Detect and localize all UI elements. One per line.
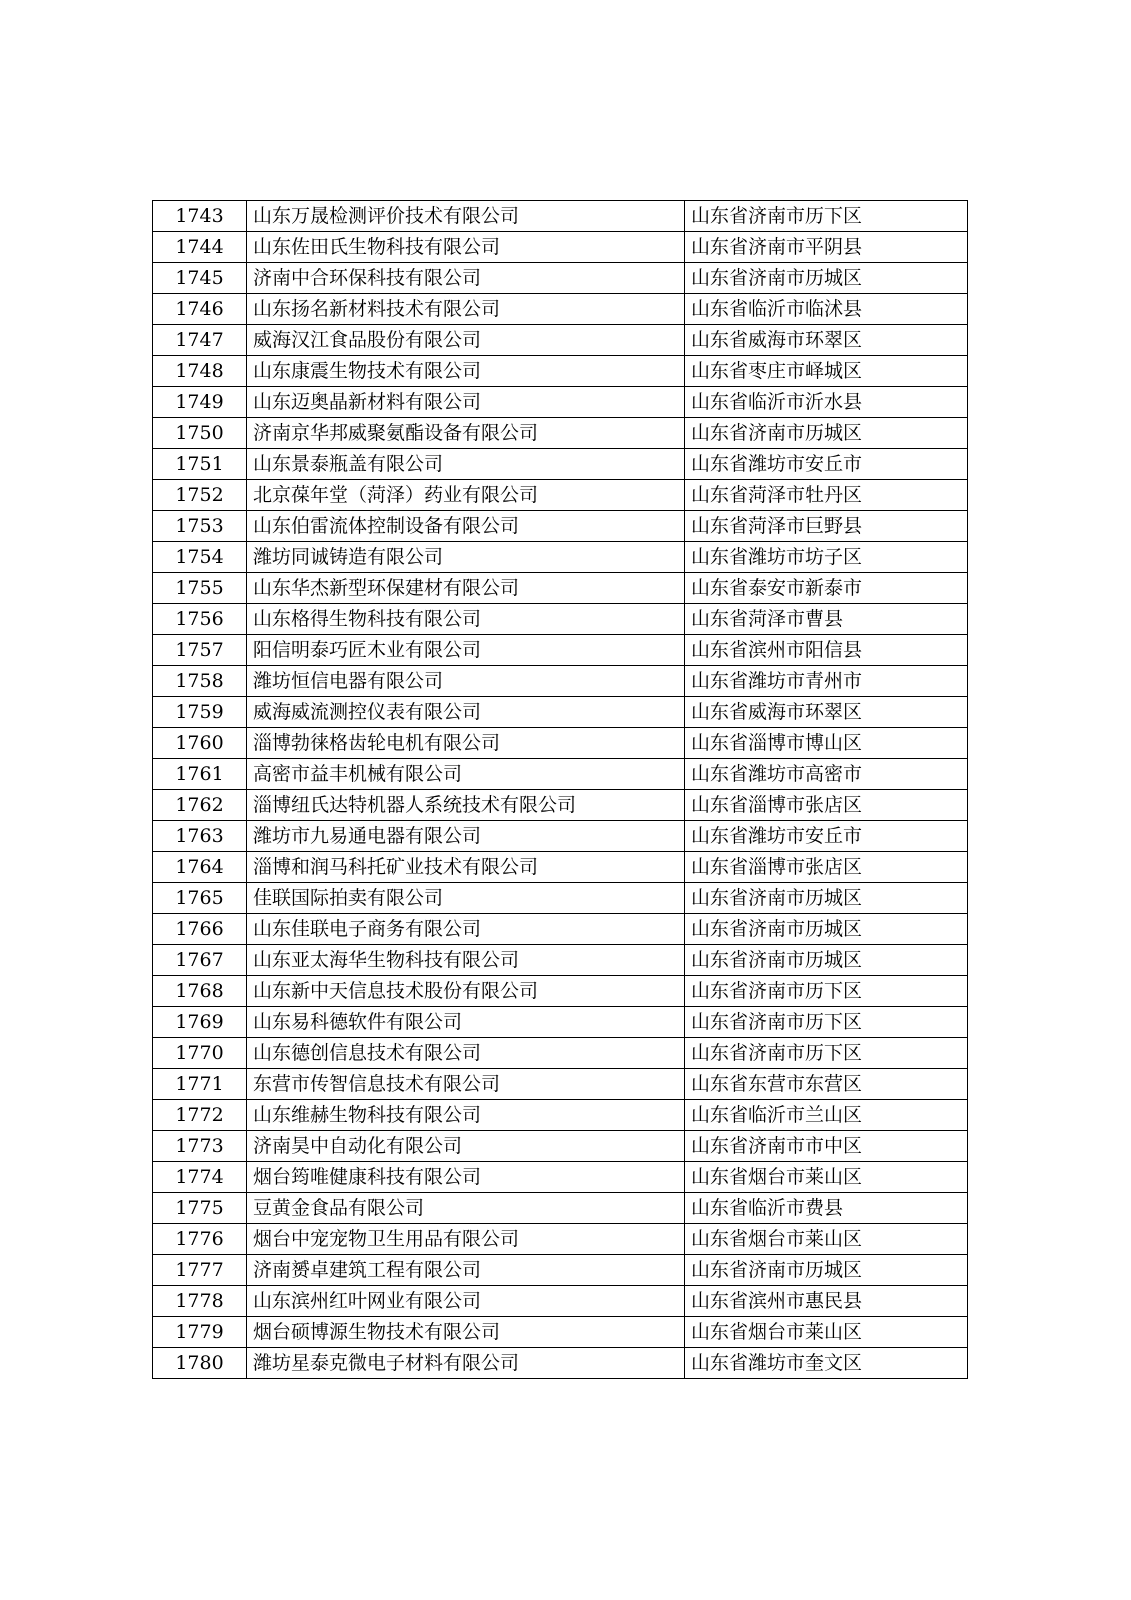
row-number-cell: 1776 (153, 1224, 247, 1255)
region-cell: 山东省潍坊市高密市 (685, 759, 968, 790)
company-name-cell: 潍坊星泰克微电子材料有限公司 (247, 1348, 685, 1379)
row-number-cell: 1764 (153, 852, 247, 883)
row-number-cell: 1750 (153, 418, 247, 449)
row-number-cell: 1767 (153, 945, 247, 976)
table-row (153, 232, 968, 263)
row-number-cell: 1753 (153, 511, 247, 542)
row-number-cell: 1748 (153, 356, 247, 387)
company-name-cell: 济南昊中自动化有限公司 (247, 1131, 685, 1162)
table-row (153, 976, 968, 1007)
company-name-cell: 山东万晟检测评价技术有限公司 (247, 201, 685, 232)
table-row (153, 1131, 968, 1162)
table-row (153, 883, 968, 914)
company-name-cell: 山东康震生物技术有限公司 (247, 356, 685, 387)
row-number-cell: 1751 (153, 449, 247, 480)
row-number-cell: 1754 (153, 542, 247, 573)
region-cell: 山东省济南市历城区 (685, 914, 968, 945)
company-name-cell: 山东佐田氏生物科技有限公司 (247, 232, 685, 263)
row-number-cell: 1758 (153, 666, 247, 697)
company-name-cell: 威海汉江食品股份有限公司 (247, 325, 685, 356)
row-number-cell: 1746 (153, 294, 247, 325)
row-number-cell: 1766 (153, 914, 247, 945)
company-name-cell: 淄博纽氏达特机器人系统技术有限公司 (247, 790, 685, 821)
company-name-cell: 淄博勃徕格齿轮电机有限公司 (247, 728, 685, 759)
table-row (153, 356, 968, 387)
region-cell: 山东省潍坊市青州市 (685, 666, 968, 697)
region-cell: 山东省潍坊市奎文区 (685, 1348, 968, 1379)
table-row (153, 635, 968, 666)
company-name-cell: 高密市益丰机械有限公司 (247, 759, 685, 790)
row-number-cell: 1744 (153, 232, 247, 263)
region-cell: 山东省菏泽市巨野县 (685, 511, 968, 542)
region-cell: 山东省潍坊市坊子区 (685, 542, 968, 573)
table-row (153, 852, 968, 883)
table-row (153, 697, 968, 728)
region-cell: 山东省济南市历下区 (685, 976, 968, 1007)
region-cell: 山东省临沂市临沭县 (685, 294, 968, 325)
region-cell: 山东省临沂市费县 (685, 1193, 968, 1224)
row-number-cell: 1772 (153, 1100, 247, 1131)
company-name-cell: 阳信明泰巧匠木业有限公司 (247, 635, 685, 666)
row-number-cell: 1757 (153, 635, 247, 666)
row-number-cell: 1760 (153, 728, 247, 759)
table-row (153, 604, 968, 635)
row-number-cell: 1780 (153, 1348, 247, 1379)
row-number-cell: 1745 (153, 263, 247, 294)
region-cell: 山东省威海市环翠区 (685, 325, 968, 356)
row-number-cell: 1773 (153, 1131, 247, 1162)
region-cell: 山东省泰安市新泰市 (685, 573, 968, 604)
region-cell: 山东省济南市历城区 (685, 418, 968, 449)
row-number-cell: 1752 (153, 480, 247, 511)
table-row (153, 1193, 968, 1224)
region-cell: 山东省烟台市莱山区 (685, 1162, 968, 1193)
table-row (153, 1348, 968, 1379)
company-name-cell: 山东华杰新型环保建材有限公司 (247, 573, 685, 604)
row-number-cell: 1775 (153, 1193, 247, 1224)
table-row (153, 418, 968, 449)
row-number-cell: 1763 (153, 821, 247, 852)
company-name-cell: 山东德创信息技术有限公司 (247, 1038, 685, 1069)
region-cell: 山东省济南市历下区 (685, 1038, 968, 1069)
row-number-cell: 1777 (153, 1255, 247, 1286)
table-body (153, 201, 968, 1379)
table-row (153, 1162, 968, 1193)
region-cell: 山东省烟台市莱山区 (685, 1317, 968, 1348)
row-number-cell: 1747 (153, 325, 247, 356)
region-cell: 山东省济南市历城区 (685, 1255, 968, 1286)
table-row (153, 201, 968, 232)
region-cell: 山东省济南市历下区 (685, 201, 968, 232)
company-name-cell: 潍坊恒信电器有限公司 (247, 666, 685, 697)
company-name-cell: 威海威流测控仪表有限公司 (247, 697, 685, 728)
table-row (153, 1317, 968, 1348)
row-number-cell: 1749 (153, 387, 247, 418)
row-number-cell: 1765 (153, 883, 247, 914)
company-name-cell: 北京葆年堂（菏泽）药业有限公司 (247, 480, 685, 511)
company-name-cell: 济南中合环保科技有限公司 (247, 263, 685, 294)
table-row (153, 790, 968, 821)
table-row (153, 1069, 968, 1100)
region-cell: 山东省临沂市兰山区 (685, 1100, 968, 1131)
company-name-cell: 佳联国际拍卖有限公司 (247, 883, 685, 914)
company-name-cell: 济南赟卓建筑工程有限公司 (247, 1255, 685, 1286)
company-name-cell: 烟台筠唯健康科技有限公司 (247, 1162, 685, 1193)
company-list-table (152, 200, 968, 1379)
row-number-cell: 1768 (153, 976, 247, 1007)
table-row (153, 542, 968, 573)
table-row (153, 573, 968, 604)
company-name-cell: 山东易科德软件有限公司 (247, 1007, 685, 1038)
row-number-cell: 1779 (153, 1317, 247, 1348)
table-row (153, 666, 968, 697)
company-name-cell: 潍坊市九易通电器有限公司 (247, 821, 685, 852)
table-row (153, 294, 968, 325)
region-cell: 山东省淄博市博山区 (685, 728, 968, 759)
company-name-cell: 烟台硕博源生物技术有限公司 (247, 1317, 685, 1348)
company-name-cell: 山东维赫生物科技有限公司 (247, 1100, 685, 1131)
row-number-cell: 1769 (153, 1007, 247, 1038)
region-cell: 山东省东营市东营区 (685, 1069, 968, 1100)
company-name-cell: 山东佳联电子商务有限公司 (247, 914, 685, 945)
table-row (153, 325, 968, 356)
company-name-cell: 淄博和润马科托矿业技术有限公司 (247, 852, 685, 883)
row-number-cell: 1759 (153, 697, 247, 728)
table-row (153, 914, 968, 945)
row-number-cell: 1778 (153, 1286, 247, 1317)
table-row (153, 480, 968, 511)
row-number-cell: 1770 (153, 1038, 247, 1069)
table-row (153, 387, 968, 418)
company-name-cell: 济南京华邦威聚氨酯设备有限公司 (247, 418, 685, 449)
company-name-cell: 东营市传智信息技术有限公司 (247, 1069, 685, 1100)
table-row (153, 821, 968, 852)
region-cell: 山东省临沂市沂水县 (685, 387, 968, 418)
table-row (153, 449, 968, 480)
region-cell: 山东省菏泽市牡丹区 (685, 480, 968, 511)
region-cell: 山东省威海市环翠区 (685, 697, 968, 728)
table-row (153, 728, 968, 759)
region-cell: 山东省济南市平阴县 (685, 232, 968, 263)
company-name-cell: 山东伯雷流体控制设备有限公司 (247, 511, 685, 542)
table-row (153, 1255, 968, 1286)
region-cell: 山东省滨州市阳信县 (685, 635, 968, 666)
region-cell: 山东省淄博市张店区 (685, 852, 968, 883)
row-number-cell: 1761 (153, 759, 247, 790)
row-number-cell: 1743 (153, 201, 247, 232)
company-name-cell: 烟台中宠宠物卫生用品有限公司 (247, 1224, 685, 1255)
company-name-cell: 山东滨州红叶网业有限公司 (247, 1286, 685, 1317)
table-row (153, 511, 968, 542)
row-number-cell: 1756 (153, 604, 247, 635)
table-row (153, 759, 968, 790)
row-number-cell: 1771 (153, 1069, 247, 1100)
region-cell: 山东省济南市市中区 (685, 1131, 968, 1162)
company-name-cell: 山东景泰瓶盖有限公司 (247, 449, 685, 480)
region-cell: 山东省济南市历城区 (685, 883, 968, 914)
company-name-cell: 潍坊同诚铸造有限公司 (247, 542, 685, 573)
region-cell: 山东省烟台市莱山区 (685, 1224, 968, 1255)
row-number-cell: 1762 (153, 790, 247, 821)
company-name-cell: 山东新中天信息技术股份有限公司 (247, 976, 685, 1007)
company-name-cell: 山东格得生物科技有限公司 (247, 604, 685, 635)
table-row (153, 263, 968, 294)
region-cell: 山东省潍坊市安丘市 (685, 449, 968, 480)
company-name-cell: 豆黄金食品有限公司 (247, 1193, 685, 1224)
table-row (153, 1286, 968, 1317)
region-cell: 山东省淄博市张店区 (685, 790, 968, 821)
region-cell: 山东省滨州市惠民县 (685, 1286, 968, 1317)
region-cell: 山东省济南市历城区 (685, 263, 968, 294)
table-row (153, 1007, 968, 1038)
table-row (153, 1100, 968, 1131)
company-name-cell: 山东扬名新材料技术有限公司 (247, 294, 685, 325)
region-cell: 山东省济南市历城区 (685, 945, 968, 976)
table-row (153, 1038, 968, 1069)
region-cell: 山东省枣庄市峄城区 (685, 356, 968, 387)
region-cell: 山东省菏泽市曹县 (685, 604, 968, 635)
company-name-cell: 山东迈奥晶新材料有限公司 (247, 387, 685, 418)
region-cell: 山东省潍坊市安丘市 (685, 821, 968, 852)
table-row (153, 1224, 968, 1255)
row-number-cell: 1774 (153, 1162, 247, 1193)
table-row (153, 945, 968, 976)
row-number-cell: 1755 (153, 573, 247, 604)
company-name-cell: 山东亚太海华生物科技有限公司 (247, 945, 685, 976)
region-cell: 山东省济南市历下区 (685, 1007, 968, 1038)
